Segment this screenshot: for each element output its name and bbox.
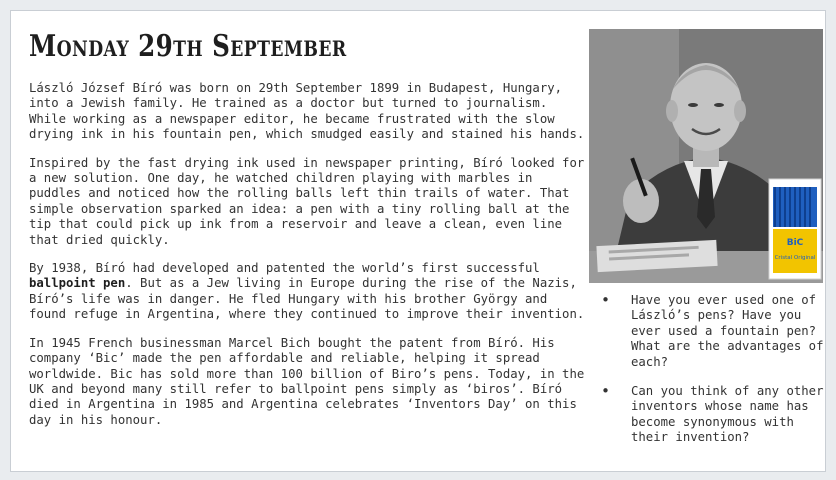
paragraph-4: In 1945 French businessman Marcel Bich bought the patent from Bíró. His company ‘Bic’ made the pen affordable and reliable, helping it spread worldwide. Bic has sold more than 100 billion of Biro’s pens. Today, in the UK and beyond many still refer to ballpoint pens simply as ‘biros’. Bíró died in Argentina in 1985 and Argentina celebrates ‘Inventors Day’ on this day in his honour. [29, 335, 585, 427]
question-item: • Can you think of any other inventors whose name has become synonymous with their invention? [599, 384, 825, 446]
paragraph-2: Inspired by the fast drying ink used in newspaper printing, Bíró looked for a new solution. One day, he watched children playing with marbles in puddles and noticed how the rolling balls left thin trails of water. That simple observation sparked an idea: a pen with a tiny rolling ball at the tip that could pick up ink from a reservoir and leave a clean, even line that dried quickly. [29, 155, 585, 247]
box-brand-label: BiC [786, 238, 804, 248]
paragraph-3-start: By 1938, Bíró had developed and patented the world’s first successful [29, 261, 540, 276]
paragraph-1: László József Bíró was born on 29th September 1899 in Budapest, Hungary, into a Jewish family. He trained as a doctor but turned to journalism. While working as a newspaper editor, he became frustrated with the slow drying ink in his fountain pen, which smudged easily and stained his hands. [29, 81, 585, 142]
paragraph-3-end: . But as a Jew living in Europe during the rise of the Nazis, Bíró’s life was in danger. He fled Hungary with his brother György and found refuge in Argentina, where they continued to improve their invention. [29, 276, 585, 322]
discussion-questions [599, 293, 825, 460]
ballpoint-pen-term: ballpoint pen [29, 276, 126, 291]
article-body [29, 81, 589, 441]
box-product-label: Cristal Original [774, 255, 816, 261]
question-item: • Have you ever used one of László’s pens? Have you ever used a fountain pen? What are the advantages of each? [599, 293, 825, 370]
pen-box-image [769, 179, 821, 279]
paragraph-3 [29, 261, 589, 323]
head-shape [670, 63, 742, 151]
biro-portrait-photo [589, 29, 823, 283]
page-title: Monday 29th September [29, 29, 347, 64]
portrait-illustration [589, 29, 823, 283]
worksheet-page [10, 10, 826, 472]
